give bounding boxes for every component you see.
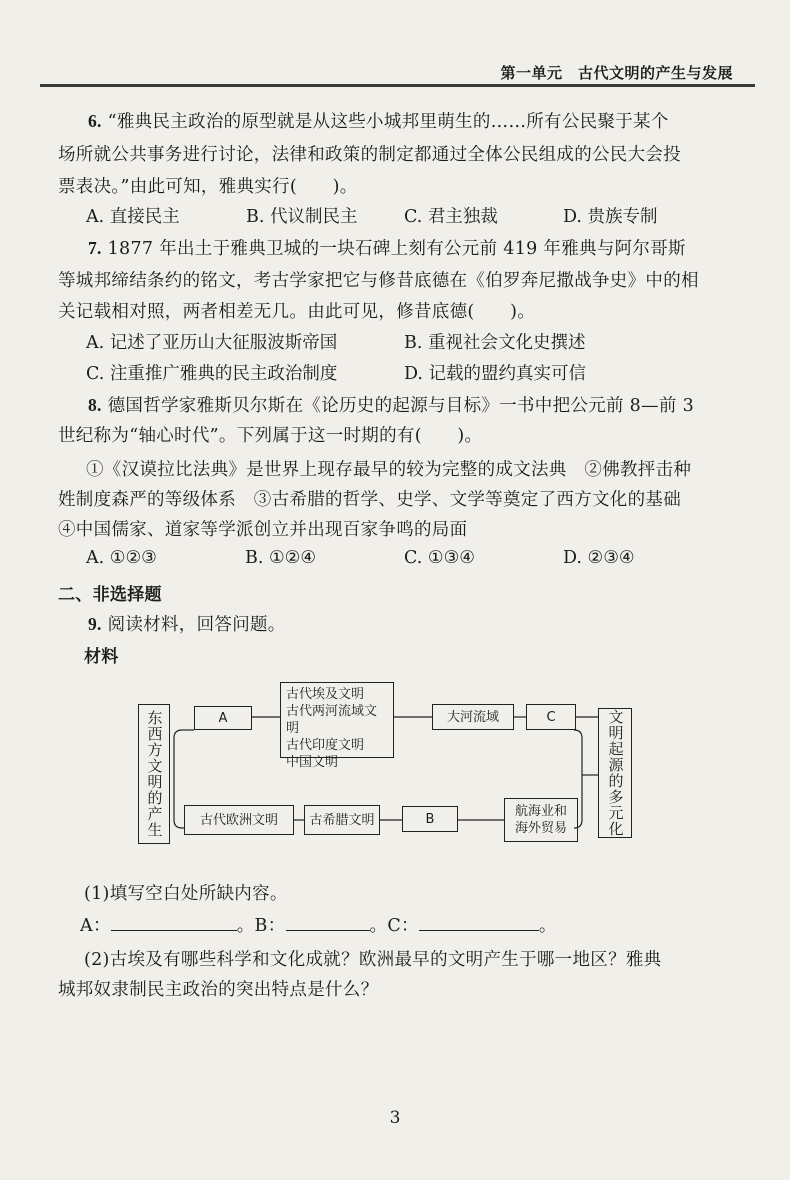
q9-number: 9. [88, 614, 102, 634]
q9-sub1: (1)填写空白处所缺内容。 [84, 884, 288, 904]
left-bracket [174, 730, 182, 828]
q6-number: 6. [88, 111, 102, 131]
q8-number: 8. [88, 395, 102, 415]
q8-option-b[interactable]: B. ①②④ [245, 548, 317, 568]
diagram-box-b: B [402, 806, 458, 832]
diagram-box-a: A [194, 706, 252, 730]
q6-option-d[interactable]: D. 贵族专制 [563, 207, 658, 227]
diagram-trade-box [504, 798, 578, 842]
diagram-greece-box: 古希腊文明 [304, 805, 380, 835]
diagram-right-box: 文明起源的多元化 [598, 708, 632, 838]
label-a: A： [80, 916, 111, 936]
q6-option-b[interactable]: B. 代议制民主 [246, 207, 358, 227]
q6-text-2: 场所就公共事务进行讨论，法律和政策的制定都通过全体公民组成的公民大会投 [58, 145, 681, 165]
blank-a[interactable] [111, 930, 237, 931]
q8-item-1: ①《汉谟拉比法典》是世界上现存最早的较为完整的成文法典 ②佛教抨击种 [86, 460, 692, 480]
diagram-river-box: 大河流域 [432, 704, 514, 730]
label-c: 。C： [369, 916, 419, 936]
q7-text-1: 1877 年出土于雅典卫城的一块石碑上刻有公元前 419 年雅典与阿尔哥斯 [107, 239, 686, 259]
q8-option-d[interactable]: D. ②③④ [563, 548, 635, 568]
q7-option-b[interactable]: B. 重视社会文化史撰述 [404, 333, 586, 353]
material-label: 材料 [84, 647, 119, 667]
page-header [40, 58, 755, 88]
unit-title: 第一单元 古代文明的产生与发展 [500, 64, 733, 82]
diagram-left-box: 东西方文明的产生 [138, 704, 170, 844]
q8-item-2: 姓制度森严的等级体系 ③古希腊的哲学、史学、文学等奠定了西方文化的基础 [58, 490, 681, 510]
header-rule [40, 84, 755, 87]
trade-line-1: 航海业和 [514, 804, 567, 819]
label-b: 。B： [236, 916, 286, 936]
diagram-civilizations-box [280, 682, 394, 770]
q9-text: 阅读材料，回答问题。 [107, 615, 286, 635]
q8-option-c[interactable]: C. ①③④ [404, 548, 475, 568]
civ-china: 中国文明 [286, 755, 339, 770]
q8-option-a[interactable]: A. ①②③ [86, 548, 157, 568]
q7-text-3: 关记载相对照，两者相差无几。由此可见，修昔底德( )。 [58, 302, 536, 322]
q7-number: 7. [88, 238, 102, 258]
diagram-box-c: C [526, 704, 576, 730]
q6-option-c[interactable]: C. 君主独裁 [404, 207, 498, 227]
q8-item-3: ④中国儒家、道家等学派创立并出现百家争鸣的局面 [58, 520, 468, 540]
q8-text-1: 德国哲学家雅斯贝尔斯在《论历史的起源与目标》一书中把公元前 8—前 3 [107, 396, 695, 416]
q7-option-a[interactable]: A. 记述了亚历山大征服波斯帝国 [86, 333, 338, 353]
blank-b[interactable] [286, 930, 370, 931]
q7-option-d[interactable]: D. 记载的盟约真实可信 [404, 364, 587, 384]
civ-egypt: 古代埃及文明 [286, 687, 365, 702]
diagram-europe-box: 古代欧洲文明 [184, 805, 294, 835]
trade-line-2: 海外贸易 [514, 821, 567, 836]
q6-text-1: “雅典民主政治的原型就是从这些小城邦里萌生的……所有公民聚于某个 [107, 112, 669, 132]
blank-c[interactable] [419, 930, 539, 931]
civ-mesopotamia: 古代两河流域文明 [286, 704, 378, 736]
q6-text-3: 票表决。”由此可知，雅典实行( )。 [58, 177, 358, 197]
q9-blanks-row [80, 912, 557, 937]
q6-option-a[interactable]: A. 直接民主 [86, 207, 180, 227]
q7-line1 [88, 235, 686, 260]
q9-sub2-line1: (2)古埃及有哪些科学和文化成就？欧洲最早的文明产生于哪一地区？雅典 [84, 950, 662, 970]
q8-text-2: 世纪称为“轴心时代”。下列属于这一时期的有( )。 [58, 426, 483, 446]
end-c: 。 [538, 916, 557, 936]
q9-line1 [88, 611, 286, 636]
q7-option-c[interactable]: C. 注重推广雅典的民主政治制度 [86, 364, 338, 384]
civ-india: 古代印度文明 [286, 738, 365, 753]
q8-line1 [88, 392, 694, 417]
section-title: 二、非选择题 [58, 585, 162, 605]
q6-line1 [88, 108, 669, 133]
q9-sub2-line2: 城邦奴隶制民主政治的突出特点是什么？ [58, 980, 379, 1000]
q7-text-2: 等城邦缔结条约的铭文，考古学家把它与修昔底德在《伯罗奔尼撒战争史》中的相 [58, 271, 699, 291]
page-number: 3 [389, 1108, 401, 1128]
civilization-diagram [134, 687, 644, 855]
